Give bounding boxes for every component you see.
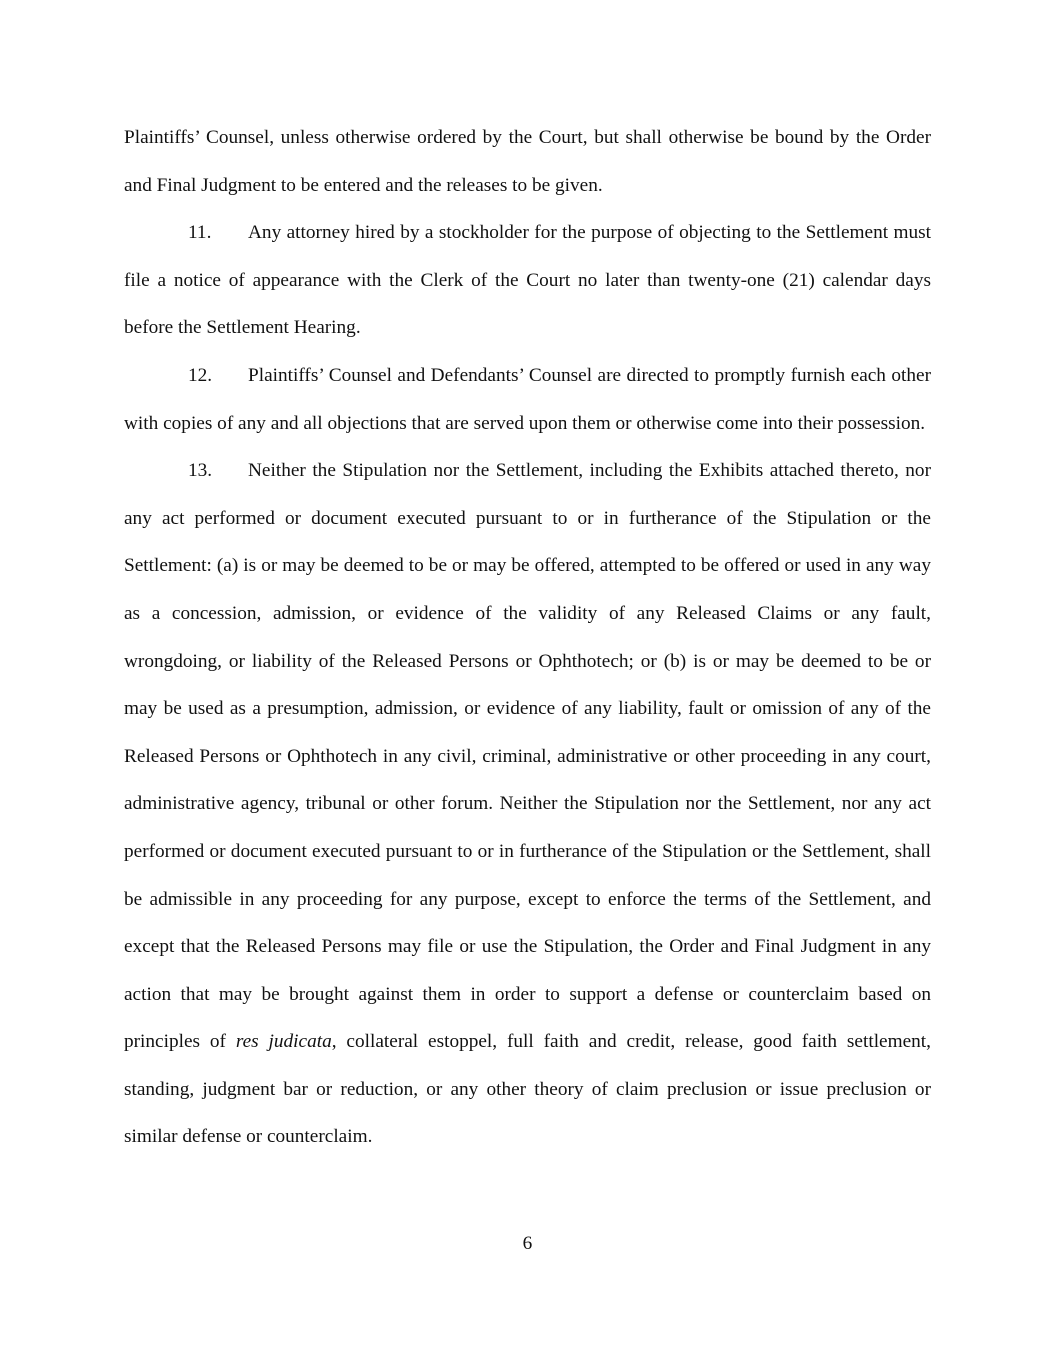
paragraph-number: 12. bbox=[188, 364, 213, 386]
paragraph-text: Any attorney hired by a stockholder for the purpose of objecting to the Settlement must file a notice of appearance with the Clerk of the Court no later than twenty-one (21) calendar days before the Settlement Hearing. bbox=[124, 222, 931, 339]
paragraph-13 bbox=[124, 447, 931, 1161]
paragraph-number: 13. bbox=[188, 460, 213, 482]
paragraph-text: Neither the Stipulation nor the Settlement, including the Exhibits attached thereto, nor any act performed or document executed pursuant to or in furtherance of the Stipulation or the Settlement: (a) is or may be deemed to be or may be offered, attempted to be offered or used in any way as a concession, admission, or evidence of the validity of any Released Claims or any fault, wrongdoing, or liability of the Released Persons or Ophthotech; or (b) is or may be deemed to be or may be used as a presumption, admission, or evidence of any liability, fault or omission of any of the Released Persons or Ophthotech in any civil, criminal, administrative or other proceeding in any court, administrative agency, tribunal or other forum. Neither the Stipulation nor the Settlement, nor any act performed or document executed pursuant to or in furtherance of the Stipulation or the Settlement, shall be admissible in any proceeding for any purpose, except to enforce the terms of the Settlement, and except that the Released Persons may file or use the Stipulation, the Order and Final Judgment in any action that may be brought against them in order to support a defense or counterclaim based on principles of bbox=[124, 460, 931, 1053]
paragraph-text: Plaintiffs’ Counsel and Defendants’ Counsel are directed to promptly furnish each other with copies of any and all objections that are served upon them or otherwise come into their possession. bbox=[124, 364, 931, 434]
continuation-paragraph: Plaintiffs’ Counsel, unless otherwise ordered by the Court, but shall otherwise be bound by the Order and Final Judgment to be entered and the releases to be given. bbox=[124, 127, 931, 196]
paragraph-text-continued: , collateral estoppel, full faith and credit, release, good faith settlement, standing, judgment bar or reduction, or any other theory of claim preclusion or issue preclusion or similar defense or counterclaim. bbox=[124, 1031, 931, 1148]
paragraph-11 bbox=[124, 209, 931, 352]
page-number: 6 bbox=[522, 1233, 533, 1254]
paragraph-12 bbox=[124, 352, 931, 447]
paragraph-number: 11. bbox=[188, 222, 212, 244]
italic-latin-term: res judicata bbox=[235, 1031, 332, 1053]
document-body bbox=[124, 114, 931, 1161]
